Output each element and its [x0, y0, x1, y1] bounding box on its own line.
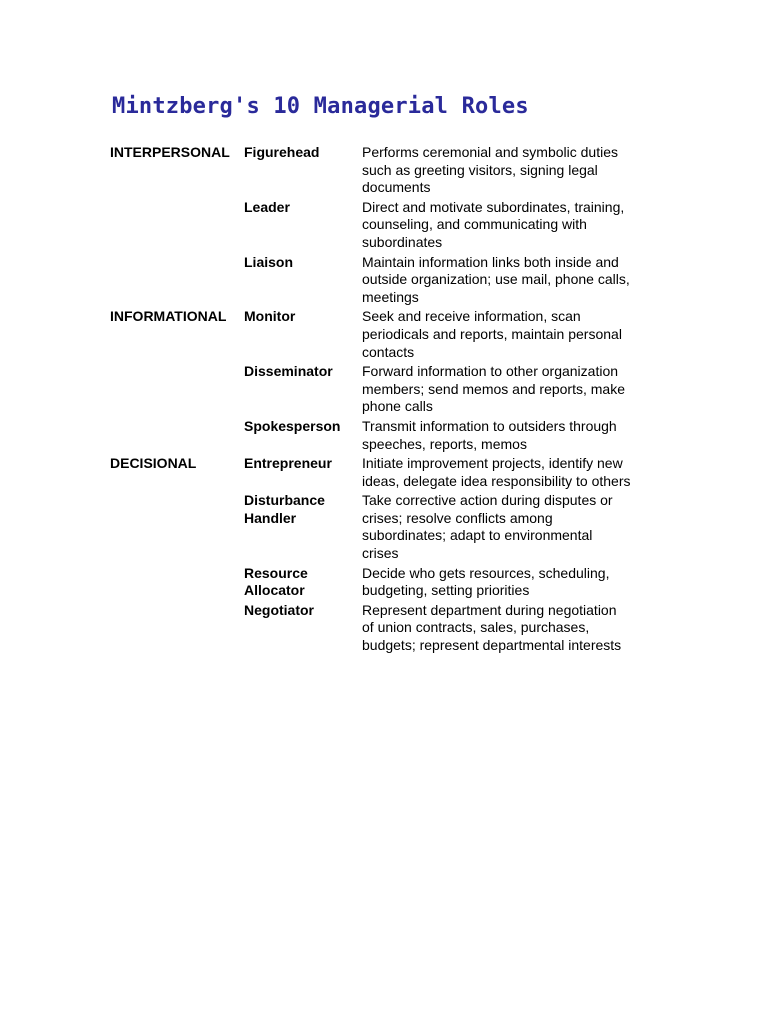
role-description: Transmit information to outsiders through speeches, reports, memos [362, 417, 617, 452]
role-category [110, 565, 244, 602]
table-row [110, 602, 632, 657]
role-name: Liaison [244, 253, 294, 270]
role-description: Seek and receive information, scan periodicals and reports, maintain personal contacts [362, 308, 622, 360]
role-category [110, 418, 244, 455]
role-name: Resource Allocator [244, 564, 308, 599]
role-category: INFORMATIONAL [110, 308, 227, 325]
role-name: Entrepreneur [244, 455, 332, 472]
role-category [110, 363, 244, 418]
role-name: Figurehead [244, 144, 320, 160]
role-name: Leader [244, 198, 290, 215]
page-title: Mintzberg's 10 Managerial Roles [112, 94, 529, 119]
table-row [110, 565, 632, 602]
role-name: Disseminator [244, 363, 333, 380]
role-name: Monitor [244, 308, 296, 325]
role-description: Forward information to other organization members; send memos and reports, make phone calls [362, 363, 625, 415]
role-description: Performs ceremonial and symbolic duties such as greeting visitors, signing legal documents [362, 144, 618, 196]
role-name: Spokesperson [244, 417, 341, 434]
role-category: INTERPERSONAL [110, 144, 230, 160]
table-row [110, 418, 632, 455]
role-description: Take corrective action during disputes or crises; resolve conflicts among subordinates; adapt to environmental crises [362, 492, 613, 562]
role-description: Maintain information links both inside and outside organization; use mail, phone calls, meetings [362, 253, 630, 305]
table-row [110, 455, 632, 492]
table-row [110, 492, 632, 564]
table-row [110, 144, 632, 199]
managerial-roles-table [110, 144, 632, 657]
role-name: Negotiator [244, 601, 314, 618]
table-row [110, 199, 632, 254]
table-row [110, 363, 632, 418]
role-category [110, 199, 244, 254]
role-description: Direct and motivate subordinates, training, counseling, and communicating with subordinates [362, 198, 625, 250]
role-description: Represent department during negotiation of union contracts, sales, purchases, budgets; represent departmental interests [362, 601, 622, 654]
role-name: Disturbance Handler [244, 492, 325, 526]
role-description: Decide who gets resources, scheduling, budgeting, setting priorities [362, 564, 610, 599]
role-category [110, 602, 244, 657]
table-row [110, 254, 632, 309]
role-category: DECISIONAL [110, 455, 197, 472]
role-category [110, 254, 244, 309]
role-description: Initiate improvement projects, identify new ideas, delegate idea responsibility to others [362, 455, 631, 489]
role-category [110, 492, 244, 564]
table-row [110, 308, 632, 363]
